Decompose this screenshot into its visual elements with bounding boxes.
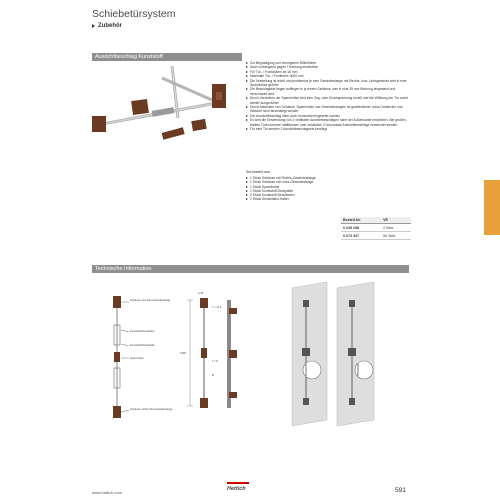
set-item-text: 2 Stück Kunststoff-Deckleisten [250,193,295,198]
list-item [246,87,411,96]
label-cover-strip: Kunststoff-Deckleiste [130,330,155,333]
technical-drawing [92,280,412,430]
list-item [246,127,411,131]
label-sleeve: Spannhülse [130,357,144,360]
dim-t1: T = 11,5 [212,306,222,309]
packing-unit: 2 Sets [381,224,411,232]
chapter-tab [484,180,500,235]
dim-t2: T = 8 [212,360,218,363]
column-header: VE [381,217,411,224]
bullet-arrow-icon [246,66,248,68]
product-illustration [92,62,242,152]
bullet-arrow-icon [246,115,248,117]
set-item-text: 1 Stück Spannhülse [250,184,280,189]
bullet-arrow-icon [246,128,248,130]
set-item-text: 1 Stück Kunststoff-Deckplatte [250,188,294,193]
bullet-arrow-icon [246,190,248,192]
list-item-text: Zur Begradigung von verzogenen Möbeltüren [250,61,317,65]
bullet-arrow-icon [246,194,248,196]
list-item-text: Für Tür- / Frontdicken ab 16 mm [250,69,298,74]
list-item-text: Maximale Tür- / Fronthöhe 3000 mm [250,74,304,79]
list-item [246,96,411,105]
list-item [246,105,411,114]
order-number: 0 045 198 [341,224,381,232]
bullet-arrow-icon [246,181,248,183]
label-cover-plate: Kunststoff-Deckplatte [130,344,155,347]
bullet-arrow-icon [246,62,248,64]
set-item-text: 1 Stück Gehäuse mit Links-Gewindestange [250,180,314,185]
packing-unit: 50 Sets [381,232,411,240]
table-row [341,224,411,232]
set-label: Set besteht aus: [246,170,271,174]
bullet-arrow-icon [246,177,248,179]
list-item-text: Für eine Tür werden 2 Ausrichtbeschlagsets benötigt [250,127,327,132]
column-header: Bestell-Nr. [341,217,381,224]
set-item-text: 2 Stück Deckleisten-Halter [250,197,289,202]
label-housing-left: Gehäuse mit Links-Gewindestange [130,299,171,302]
bullet-arrow-icon [246,198,248,200]
bullet-arrow-icon [246,75,248,77]
list-item-text: Die Beschlagteile liegen aufliegen in je einem Gehäuse, das in eine 35 mm Bohrung eingesetzt und verschraubt wird [250,87,396,96]
section-heading-product: Ausrichtbeschlag Kunststoff [92,53,242,61]
dim-m: M [212,374,215,377]
set-item [246,197,396,201]
section-heading-technical: Technische Information [92,265,409,273]
arrow-right-icon [92,24,95,28]
brand-logo-bar [227,482,249,484]
label-housing-right: Gehäuse mit Rechts-Gewindestange [130,408,173,411]
list-item-text: Der Ausrichtbeschlag kann auch horizontal eingesetzt werden [250,113,341,118]
bullet-arrow-icon [246,97,248,99]
set-contents-list [246,176,396,202]
list-item-text: Auch vorbeugend gegen Türverzug einsetzbar [250,65,318,70]
bullet-arrow-icon [246,186,248,188]
bullet-arrow-icon [246,88,248,90]
bullet-arrow-icon [246,71,248,73]
feature-list [246,61,411,132]
subtitle-text: Zubehör [98,23,122,29]
list-item-text: Die Verstellung ist leicht und problemlos je eine Gewindestange mit Rechts- bzw. Linksgewinde wird in eine Spannhülse geführt [250,78,407,88]
bullet-arrow-icon [246,106,248,108]
bullet-arrow-icon [246,80,248,82]
dim-diameter: ø 35 [198,292,204,295]
footer-url: www.hettich.com [92,490,123,495]
list-item-text: Durch Verdrehen der Spannhülse wird eine Zug- oder Druckspannung erzielt und die Wölbung der Tür somit wieder ausgerichtet [250,96,408,105]
bullet-arrow-icon [246,119,248,121]
list-item-text: Durch Abdecken von Gehäuse, Spannhülse und Gewindestangen ist gewährleistet, dass Garderobe und Wäsche nicht beschädigt werden [250,105,403,114]
page-number: 591 [395,487,406,494]
dim-height: 1638 [180,352,186,355]
page-title: Schiebetürsystem [92,8,176,20]
list-item [246,79,411,88]
table-row [341,232,411,240]
list-item-text: Es wird die Verwendung von 2 vertikalen Ausrichtbeschlägen nahe der Außenkante empfohlen. Bei großen, breiten Türen können stattdessen oder zusätzlich 2 horizontale Ausrichtbeschläge verwendet werden [250,118,407,127]
page-subtitle [92,23,122,29]
brand-logo: Hettich [227,486,246,492]
order-table [341,217,411,240]
order-number: 0 073 347 [341,232,381,240]
set-item-text: 1 Stück Gehäuse mit Rechts-Gewindestange [250,176,316,180]
list-item [246,118,411,127]
